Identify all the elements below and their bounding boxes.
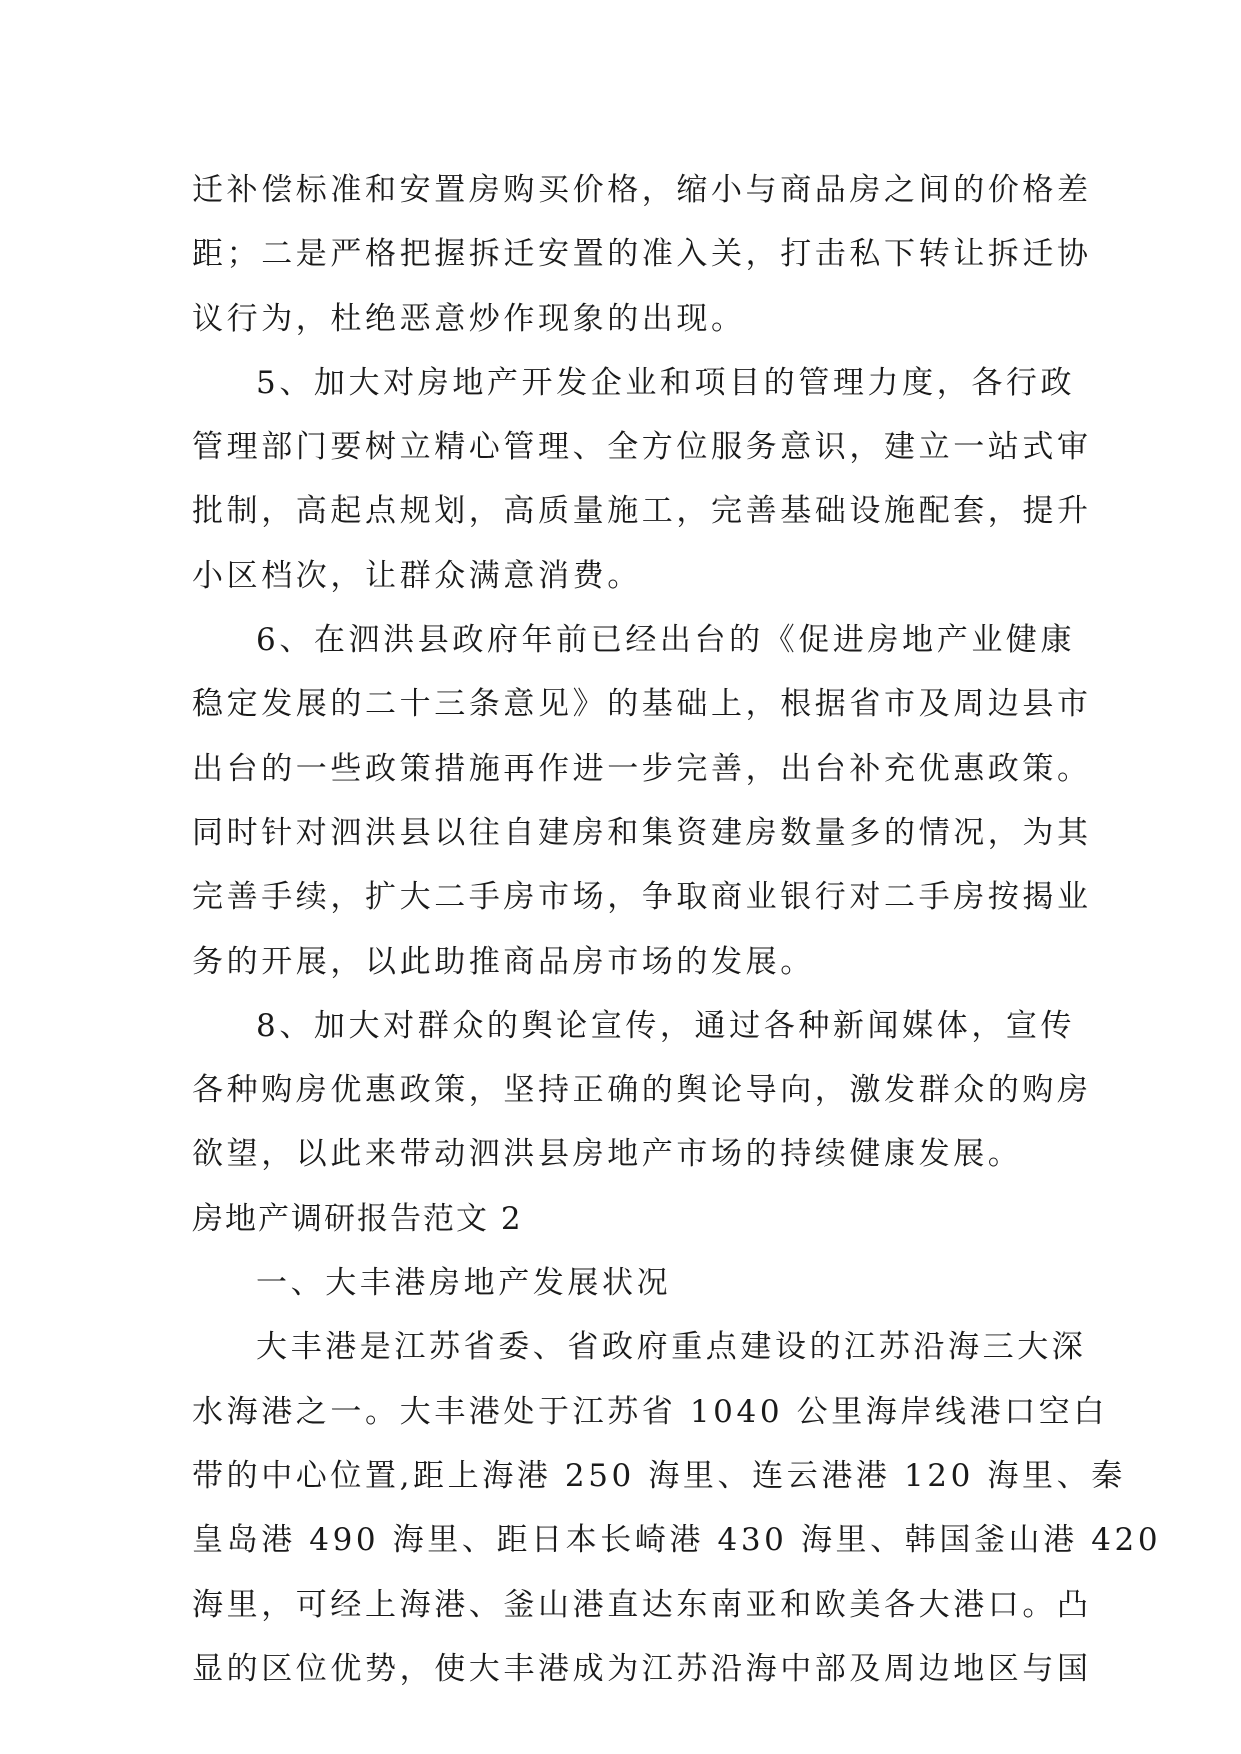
text-line: 出台的一些政策措施再作进一步完善，出台补充优惠政策。 (192, 750, 1092, 787)
text-line: 一、大丰港房地产发展状况 (256, 1265, 672, 1302)
text-line: 海里，可经上海港、釜山港直达东南亚和欧美各大港口。凸 (192, 1586, 1092, 1623)
text-line: 皇岛港 490 海里、距日本长崎港 430 海里、韩国釜山港 420 (192, 1522, 1162, 1559)
document-body (192, 158, 1162, 1701)
text-line: 带的中心位置,距上海港 250 海里、连云港港 120 海里、秦 (192, 1457, 1126, 1494)
text-line: 管理部门要树立精心管理、全方位服务意识，建立一站式审 (192, 429, 1092, 466)
text-line: 同时针对泗洪县以往自建房和集资建房数量多的情况，为其 (192, 814, 1092, 851)
text-line: 水海港之一。大丰港处于江苏省 1040 公里海岸线港口空白 (192, 1393, 1108, 1430)
text-line: 显的区位优势，使大丰港成为江苏沿海中部及周边地区与国 (192, 1650, 1092, 1687)
text-line: 8、加大对群众的舆论宣传，通过各种新闻媒体，宣传 (256, 1007, 1076, 1044)
text-line: 完善手续，扩大二手房市场，争取商业银行对二手房按揭业 (192, 879, 1092, 916)
text-line: 务的开展，以此助推商品房市场的发展。 (192, 943, 815, 980)
section-heading: 房地产调研报告范文 2 (192, 1200, 523, 1237)
text-line: 批制，高起点规划，高质量施工，完善基础设施配套，提升 (192, 493, 1092, 530)
text-line: 5、加大对房地产开发企业和项目的管理力度，各行政 (256, 364, 1076, 401)
text-line: 6、在泗洪县政府年前已经出台的《促进房地产业健康 (256, 622, 1076, 659)
text-line: 欲望，以此来带动泗洪县房地产市场的持续健康发展。 (192, 1136, 1023, 1173)
text-line: 议行为，杜绝恶意炒作现象的出现。 (192, 300, 746, 337)
text-line: 小区档次，让群众满意消费。 (192, 557, 642, 594)
text-line: 距；二是严格把握拆迁安置的准入关，打击私下转让拆迁协 (192, 236, 1092, 273)
text-line: 稳定发展的二十三条意见》的基础上，根据省市及周边县市 (192, 686, 1092, 723)
text-line: 迁补偿标准和安置房购买价格，缩小与商品房之间的价格差 (192, 172, 1092, 208)
text-line: 大丰港是江苏省委、省政府重点建设的江苏沿海三大深 (256, 1329, 1087, 1366)
text-line: 各种购房优惠政策，坚持正确的舆论导向，激发群众的购房 (192, 1072, 1092, 1109)
